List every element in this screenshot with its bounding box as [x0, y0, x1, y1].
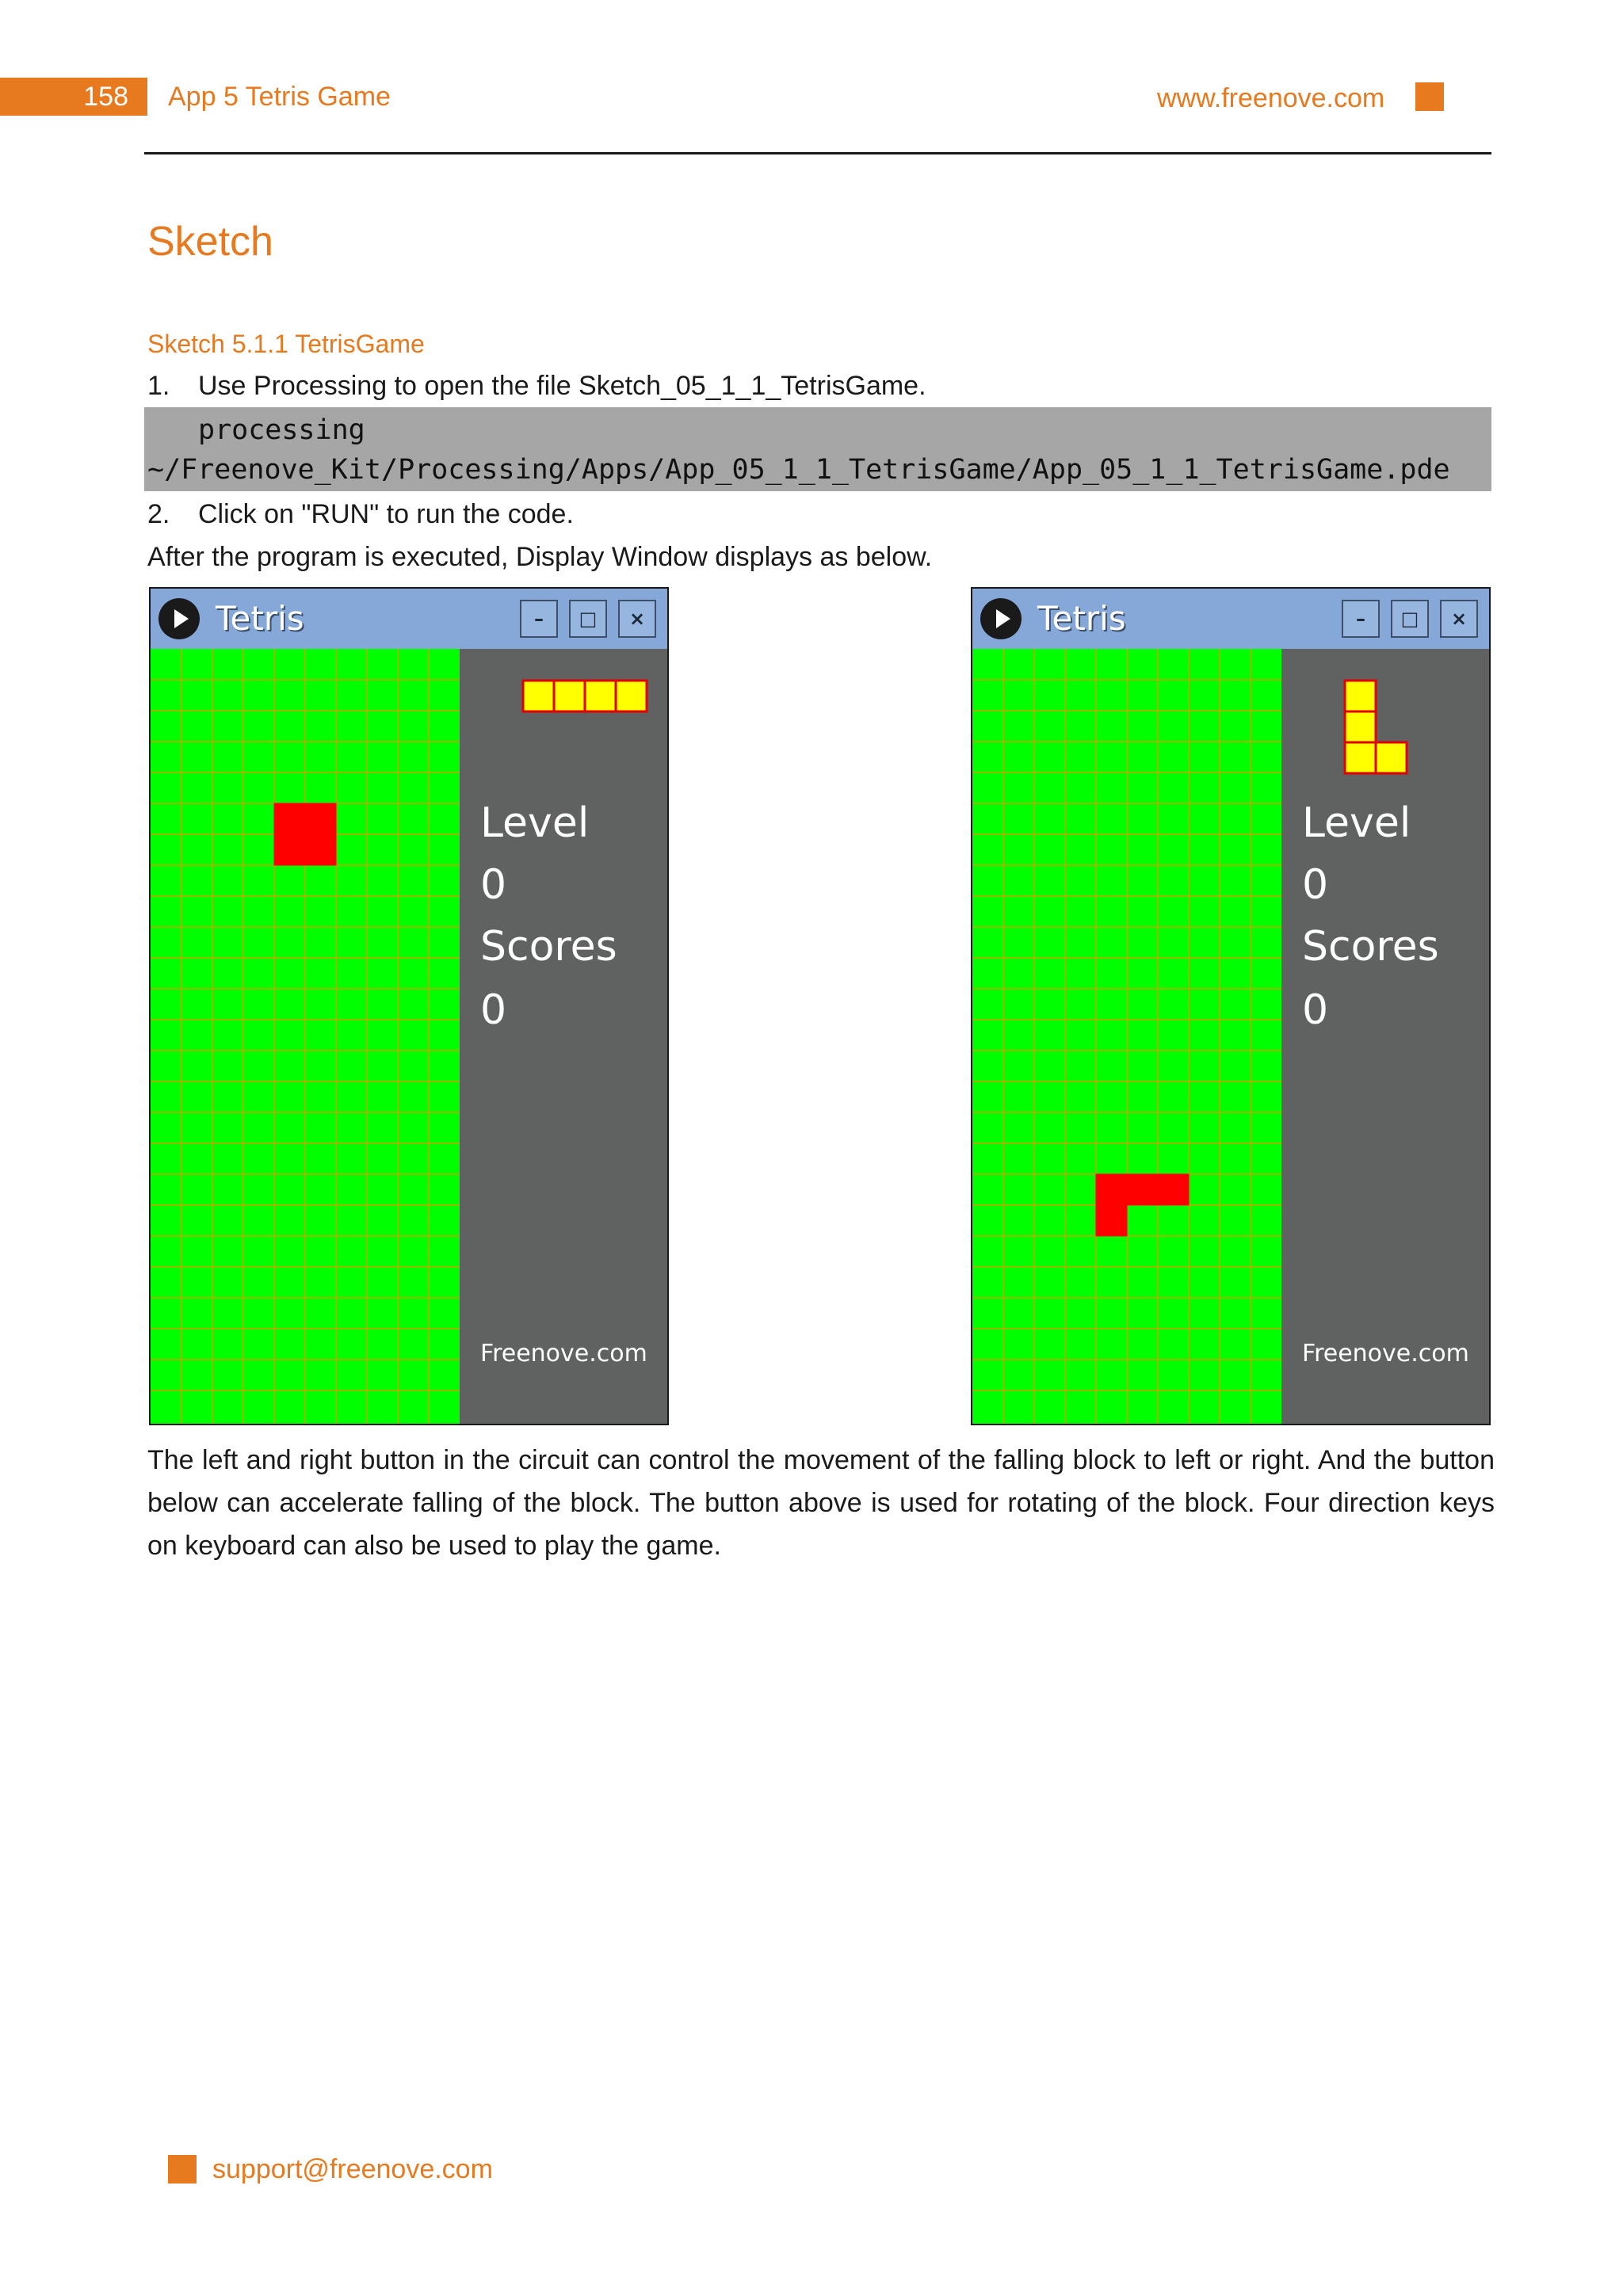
page-number: 158	[0, 78, 147, 116]
falling-block-cell	[1096, 1205, 1127, 1236]
minimize-button[interactable]: –	[1342, 600, 1380, 638]
step-number: 1.	[147, 371, 170, 401]
step-text: Use Processing to open the file Sketch_05_1_1_TetrisGame.	[198, 371, 926, 401]
header-divider	[144, 152, 1491, 154]
window-title: Tetris	[216, 599, 304, 638]
window-title: Tetris	[1037, 599, 1126, 638]
section-title: Sketch	[147, 219, 273, 265]
falling-block-cell	[1096, 1174, 1127, 1205]
maximize-button[interactable]: □	[1391, 600, 1429, 638]
scores-value: 0	[480, 986, 507, 1034]
next-piece-cell	[1345, 711, 1376, 742]
next-piece-cell	[1345, 681, 1376, 711]
next-piece-cell	[554, 681, 585, 711]
brand-text: Freenove.com	[480, 1340, 647, 1367]
after-run-text: After the program is executed, Display Window displays as below.	[147, 542, 933, 572]
window-titlebar[interactable]	[151, 589, 667, 649]
site-url[interactable]: www.freenove.com	[1157, 83, 1385, 113]
game-area	[151, 649, 667, 1425]
subsection-title: Sketch 5.1.1 TetrisGame	[147, 330, 425, 358]
code-line-path: ~/Freenove_Kit/Processing/Apps/App_05_1_1_TetrisGame/App_05_1_1_TetrisGame.pde	[147, 454, 1450, 486]
processing-logo-icon	[158, 598, 200, 639]
next-piece-cell	[523, 681, 554, 711]
step-number: 2.	[147, 499, 170, 529]
falling-block-cell	[305, 803, 336, 834]
falling-block-cell	[274, 834, 305, 865]
code-block	[144, 407, 1491, 491]
level-value: 0	[480, 861, 507, 909]
scores-label: Scores	[480, 923, 617, 971]
window-titlebar[interactable]	[972, 589, 1489, 649]
processing-logo-icon	[980, 598, 1022, 639]
tetris-window-left	[149, 587, 669, 1425]
code-line-command: processing	[198, 414, 365, 446]
chapter-title: App 5 Tetris Game	[168, 82, 391, 112]
level-label: Level	[480, 799, 590, 847]
maximize-button[interactable]: □	[569, 600, 607, 638]
next-piece-cell	[616, 681, 647, 711]
support-email[interactable]: support@freenove.com	[212, 2154, 493, 2184]
next-piece-cell	[585, 681, 616, 711]
level-value: 0	[1302, 861, 1329, 909]
falling-block-cell	[1127, 1174, 1158, 1205]
next-piece-cell	[1345, 742, 1376, 773]
level-label: Level	[1302, 799, 1411, 847]
next-piece-cell	[1376, 742, 1407, 773]
falling-block-cell	[1158, 1174, 1189, 1205]
close-button[interactable]: ×	[618, 600, 656, 638]
game-area	[972, 649, 1489, 1425]
step-text: Click on "RUN" to run the code.	[198, 499, 574, 529]
description-paragraph: The left and right button in the circuit can control the movement of the falling block to left or right. And the button below can accelerate falling of the block. The button above is used for rotating of the block. Four direction keys on keyboard can also be used to play the game.	[147, 1445, 1495, 1561]
footer-square-icon	[168, 2155, 197, 2183]
falling-block-cell	[305, 834, 336, 865]
scores-label: Scores	[1302, 923, 1439, 971]
minimize-button[interactable]: –	[520, 600, 558, 638]
step-1	[147, 364, 926, 407]
header-square-icon	[1415, 82, 1444, 111]
brand-text: Freenove.com	[1302, 1340, 1469, 1367]
falling-block-cell	[274, 803, 305, 834]
close-button[interactable]: ×	[1440, 600, 1478, 638]
step-2	[147, 493, 574, 536]
scores-value: 0	[1302, 986, 1329, 1034]
tetris-window-right	[971, 587, 1491, 1425]
